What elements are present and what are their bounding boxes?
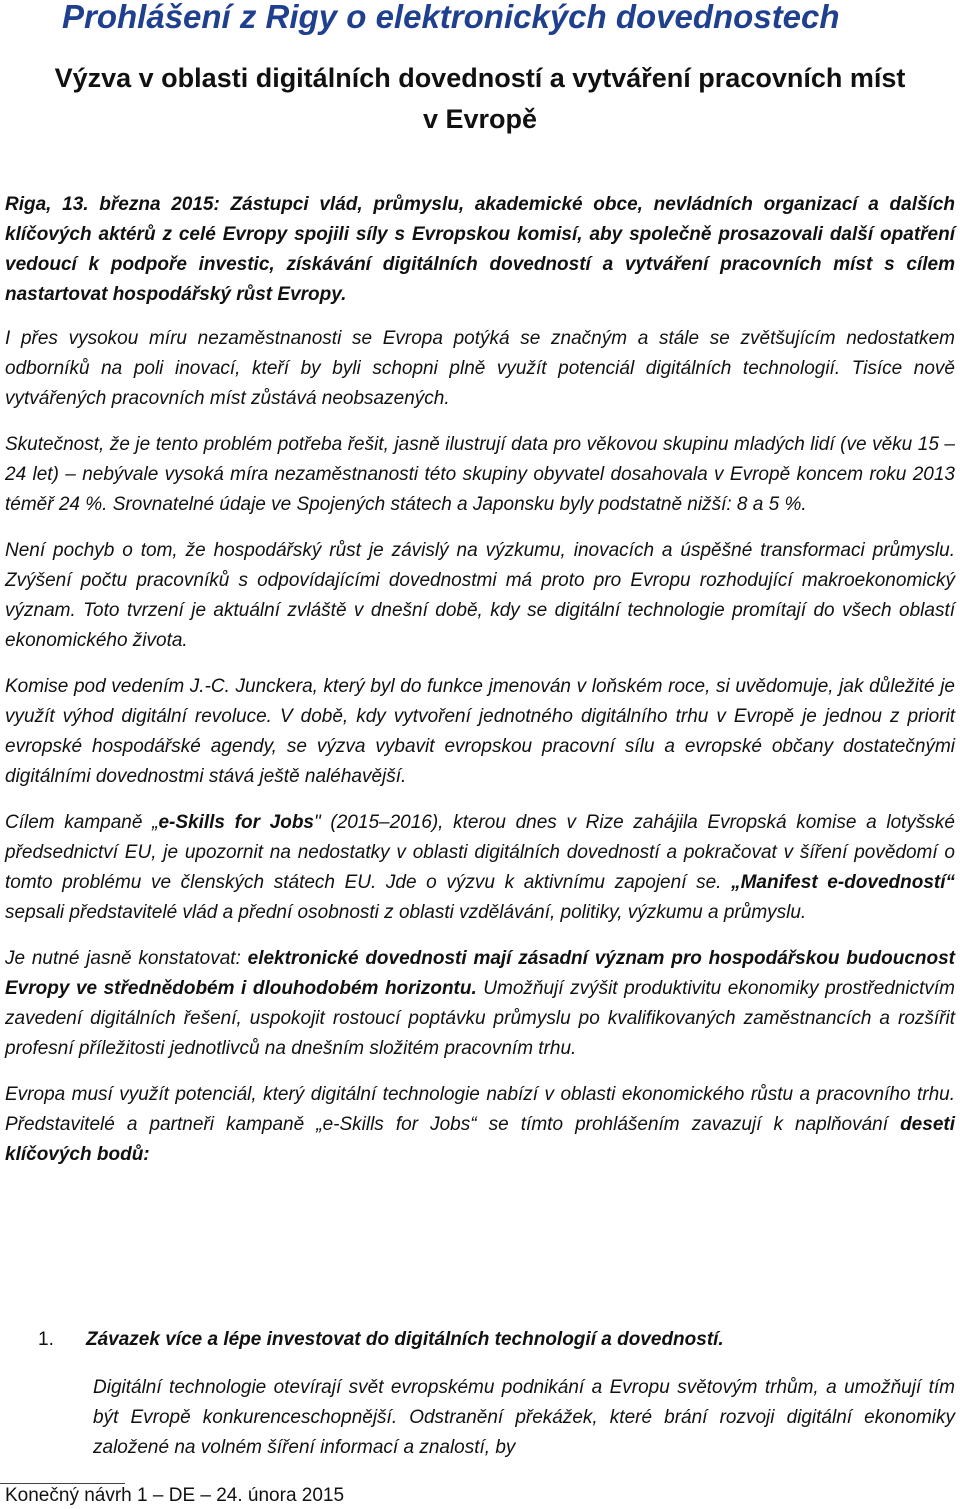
lead-paragraph <box>5 190 955 310</box>
document-title: Prohlášení z Rigy o elektronických dovednostech <box>62 0 840 35</box>
item-heading <box>38 1325 958 1355</box>
document-body <box>5 190 955 1186</box>
document-subtitle <box>0 58 960 140</box>
subtitle-line-1: Výzva v oblasti digitálních dovedností a vytváření pracovních míst <box>54 63 906 93</box>
paragraph-statement <box>5 944 955 1064</box>
statement-emphasis: elektronické dovednosti mají zásadní význam pro hospodářskou budoucnost Evropy ve střednědobém i dlouhodobém horizontu. <box>5 948 955 999</box>
footer-note: Konečný návrh 1 – DE – 24. února 2015 <box>5 1485 345 1506</box>
campaign-text-c: sepsali představitelé vlád a přední osobnosti z oblasti vzdělávání, politiky, výzkumu a průmyslu. <box>5 902 807 923</box>
paragraph-commitment <box>5 1080 955 1170</box>
campaign-text-a: Cílem kampaně „ <box>5 812 159 833</box>
item-body-text: Digitální technologie otevírají svět evropskému podnikání a Evropu světovým trhům, a umožňují tím být Evropě konkurenceschopnější. Odstranění překážek, které brání rozvoji digitální ekonomiky založené na volném šíření informací a znalostí, by <box>93 1377 955 1458</box>
item-number: 1. <box>38 1329 54 1350</box>
paragraph-youth-data: Skutečnost, že je tento problém potřeba řešit, jasně ilustrují data pro věkovou skupinu mladých lidí (ve věku 15 – 24 let) – nebývale vysoká míra nezaměstnanosti této skupiny obyvatel dosahovala v Evropě koncem roku 2013 téměř 24 %. Srovnatelné údaje ve Spojených státech a Japonsku byly podstatně nižší: 8 a 5 %. <box>5 434 955 515</box>
commitment-emphasis: deseti klíčových bodů: <box>5 1114 955 1165</box>
statement-intro: Je nutné jasně konstatovat: <box>5 948 248 969</box>
commitment-text: Evropa musí využít potenciál, který digitální technologie nabízí v oblasti ekonomického růstu a pracovního trhu. Představitelé a partneři kampaně „e-Skills for Jobs“ se tímto prohlášením zavazují k naplňování <box>5 1084 955 1135</box>
item-title: Závazek více a lépe investovat do digitálních technologií a dovedností. <box>86 1329 724 1350</box>
campaign-text-b: " (2015–2016), kterou dnes v Rize zahájila Evropská komise a lotyšské předsednictví EU, je upozornit na nedostatky v oblasti digitálních dovedností a pokračovat v šíření povědomí o tomto problému ve členských státech EU. Jde o výzvu k aktivnímu zapojení se. <box>5 812 955 893</box>
item-body <box>93 1373 955 1463</box>
campaign-name: e-Skills for Jobs <box>158 812 314 833</box>
numbered-item-1 <box>38 1325 958 1463</box>
dateline: Riga, 13. března 2015: <box>5 194 220 215</box>
paragraph-campaign <box>5 808 955 928</box>
paragraph-unemployment: I přes vysokou míru nezaměstnanosti se Evropa potýká se značným a stále se zvětšujícím nedostatkem odborníků na poli inovací, kteří by byli schopni plně využít potenciál digitálních technologií. Tisíce nově vytvářených pracovních míst zůstává neobsazených. <box>5 328 955 409</box>
paragraph-commission: Komise pod vedením J.-C. Junckera, který byl do funkce jmenován v loňském roce, si uvědomuje, jak důležité je využít výhod digitální revoluce. V době, kdy vytvoření jednotného digitálního trhu v Evropě je jednou z priorit evropské hospodářské agendy, se výzva vybavit evropskou pracovní sílu a evropské občany dostatečnými digitálními dovednostmi stává ještě naléhavější. <box>5 676 955 787</box>
paragraph-growth: Není pochyb o tom, že hospodářský růst je závislý na výzkumu, inovacích a úspěšné transformaci průmyslu. Zvýšení počtu pracovníků s odpovídajícími dovednostmi má proto pro Evropu rozhodující makroekonomický význam. Toto tvrzení je aktuální zvláště v dnešní době, kdy se digitální technologie promítají do všech oblastí ekonomického života. <box>5 540 955 651</box>
statement-rest: Umožňují zvýšit produktivitu ekonomiky prostřednictvím zavedení digitálních řešení, uspokojit rostoucí poptávku průmyslu po kvalifikovaných zaměstnancích a rozšířit profesní příležitosti jednotlivců na dnešním složitém pracovním trhu. <box>5 978 955 1059</box>
subtitle-line-2: v Evropě <box>422 104 538 134</box>
lead-text: Zástupci vlád, průmyslu, akademické obce, nevládních organizací a dalších klíčových aktérů z celé Evropy spojili síly s Evropskou komisí, aby společně prosazovali další opatření vedoucí k podpoře investic, získávání digitálních dovedností a vytváření pracovních míst s cílem nastartovat hospodářský růst Evropy. <box>5 194 955 305</box>
manifest-name: „Manifest e-dovedností“ <box>731 872 956 893</box>
